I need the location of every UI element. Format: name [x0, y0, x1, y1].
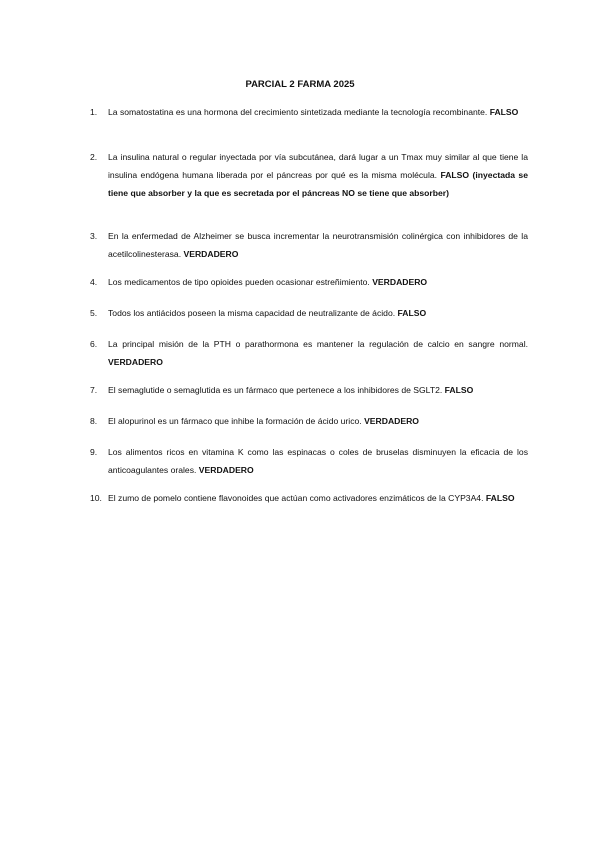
- item-answer: VERDADERO: [183, 248, 239, 259]
- item-answer: VERDADERO: [364, 416, 419, 426]
- item-number: 10.: [90, 493, 102, 503]
- item-number: 5.: [90, 308, 98, 318]
- item-answer: VERDADERO: [198, 464, 254, 475]
- list-item: [90, 444, 528, 480]
- item-text: Los medicamentos de tipo opioides pueden ocasionar estreñimiento.: [108, 277, 370, 287]
- list-item: [90, 490, 528, 508]
- item-text: La principal misión de la PTH o parathormona es mantener la regulación de calcio en sangre normal.: [108, 339, 528, 349]
- list-item: [90, 104, 528, 122]
- item-text: Los alimentos ricos en vitamina K como las espinacas o coles de bruselas disminuyen la eficacia de los anticoagulantes orales.: [108, 447, 528, 475]
- item-answer: FALSO (inyectada se tiene que absorber y la que es secretada por el páncreas NO se tiene que absorber): [108, 169, 528, 198]
- item-text: La somatostatina es una hormona del crecimiento sintetizada mediante la tecnología recombinante.: [108, 107, 488, 117]
- list-item: [90, 228, 528, 264]
- item-text: La insulina natural o regular inyectada por vía subcutánea, dará lugar a un Tmax muy similar al que tiene la insulina endógena humana liberada por el páncreas por qué es la misma molécula.: [108, 152, 528, 180]
- item-number: 6.: [90, 339, 98, 349]
- item-number: 1.: [90, 107, 98, 117]
- list-item: [90, 382, 528, 400]
- document-title: PARCIAL 2 FARMA 2025: [245, 79, 355, 90]
- list-item: [90, 274, 528, 292]
- item-answer: FALSO: [489, 107, 519, 117]
- list-item: [90, 336, 528, 372]
- item-text: El zumo de pomelo contiene flavonoides que actúan como activadores enzimáticos de la CYP3A4.: [108, 493, 484, 503]
- list-item: [90, 305, 528, 323]
- item-number: 8.: [90, 416, 98, 426]
- item-number: 7.: [90, 385, 98, 395]
- item-number: 2.: [90, 152, 98, 162]
- item-answer: FALSO: [444, 385, 474, 395]
- item-text: Todos los antiácidos poseen la misma capacidad de neutralizante de ácido.: [108, 308, 396, 318]
- item-answer: FALSO: [397, 308, 427, 318]
- item-text: El semaglutide o semaglutida es un fármaco que pertenece a los inhibidores de SGLT2.: [108, 385, 443, 395]
- item-number: 3.: [90, 231, 98, 241]
- item-number: 4.: [90, 277, 98, 287]
- item-text: El alopurinol es un fármaco que inhibe la formación de ácido urico.: [108, 416, 362, 426]
- item-answer: VERDADERO: [372, 277, 428, 287]
- item-text: En la enfermedad de Alzheimer se busca incrementar la neurotransmisión colinérgica con inhibidores de la acetilcolinesterasa.: [108, 231, 528, 259]
- item-answer: FALSO: [485, 493, 515, 503]
- list-item: [90, 413, 528, 431]
- item-answer: VERDADERO: [108, 356, 163, 367]
- item-number: 9.: [90, 447, 98, 457]
- list-item: [90, 149, 528, 202]
